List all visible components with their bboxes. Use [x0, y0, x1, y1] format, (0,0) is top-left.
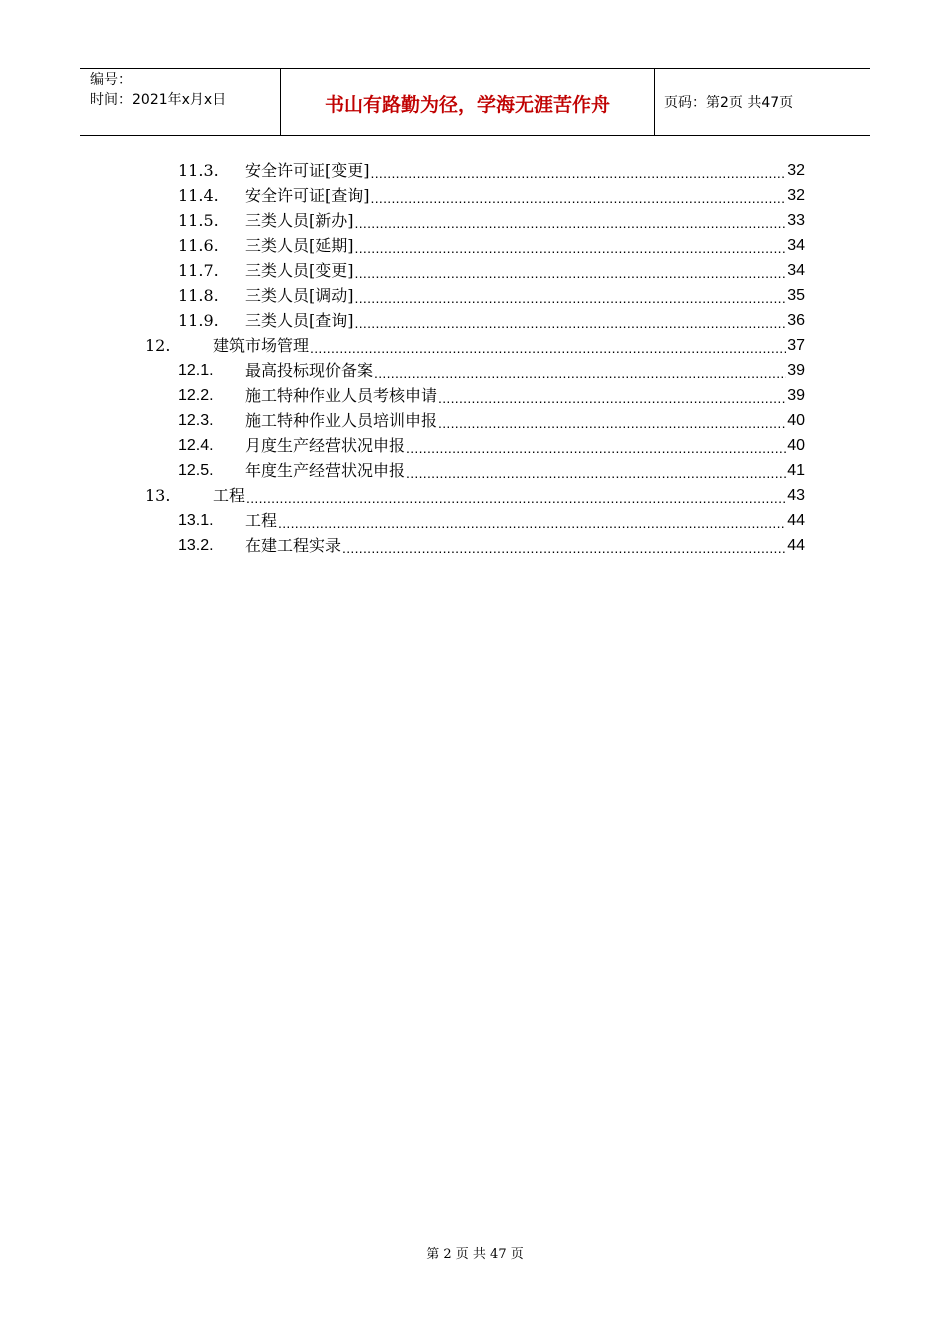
toc-entry-page: 40: [787, 436, 805, 454]
toc-dot-leader: [406, 461, 786, 481]
toc-entry[interactable]: [178, 233, 805, 258]
toc-entry[interactable]: [178, 383, 805, 408]
toc-entry-number: 11.7.: [178, 260, 219, 280]
toc-entry-number: 13.1.: [178, 511, 214, 529]
page-header: [80, 68, 870, 136]
toc-entry[interactable]: [178, 283, 805, 308]
toc-dot-leader: [355, 286, 787, 306]
toc-entry-page: 43: [787, 486, 805, 504]
toc-entry-number: 11.9.: [178, 310, 219, 330]
toc-entry-title: 在建工程实录: [245, 535, 342, 555]
toc-entry-title: 安全许可证[查询]: [245, 185, 370, 205]
motto-text: 书山有路勤为径，学海无涯苦作舟: [324, 94, 610, 116]
toc-entry-title: 施工特种作业人员考核申请: [245, 385, 438, 405]
toc-dot-leader: [355, 261, 787, 281]
toc-dot-leader: [355, 236, 787, 256]
toc-entry-title: 三类人员[新办]: [245, 210, 354, 230]
toc-entry-page: 44: [787, 511, 805, 529]
page-info: 页码：第2页 共47页: [664, 95, 794, 111]
toc-entry[interactable]: [145, 483, 805, 508]
toc-entry[interactable]: [145, 333, 805, 358]
toc-entry-page: 34: [787, 261, 805, 279]
toc-entry-page: 35: [787, 286, 805, 304]
toc-entry-page: 39: [787, 386, 805, 404]
toc-entry[interactable]: [178, 158, 805, 183]
toc-entry[interactable]: [178, 408, 805, 433]
toc-entry-title: 工程: [213, 485, 246, 505]
toc-entry-number: 13.: [145, 485, 171, 505]
toc-entry-number: 12.4.: [178, 436, 214, 454]
header-motto-cell: [281, 69, 655, 135]
serial-number-label: 编号：: [90, 72, 132, 88]
toc-entry-number: 12.2.: [178, 386, 214, 404]
toc-entry-page: 39: [787, 361, 805, 379]
toc-entry-number: 12.3.: [178, 411, 214, 429]
toc-entry[interactable]: [178, 458, 805, 483]
toc-entry-title: 三类人员[调动]: [245, 285, 354, 305]
toc-entry-title: 建筑市场管理: [213, 335, 310, 355]
toc-entry[interactable]: [178, 358, 805, 383]
toc-entry[interactable]: [178, 258, 805, 283]
header-page-cell: [655, 69, 870, 135]
toc-dot-leader: [355, 211, 787, 231]
toc-dot-leader: [374, 361, 786, 381]
toc-entry-page: 36: [787, 311, 805, 329]
toc-entry[interactable]: [178, 308, 805, 333]
toc-dot-leader: [246, 486, 786, 506]
toc-entry-title: 三类人员[变更]: [245, 260, 354, 280]
toc-entry-number: 11.6.: [178, 235, 219, 255]
toc-entry-page: 32: [787, 161, 805, 179]
header-meta-cell: [80, 69, 281, 135]
toc-dot-leader: [310, 336, 786, 356]
toc-entry-number: 11.3.: [178, 160, 219, 180]
toc-entry-number: 12.: [145, 335, 171, 355]
toc-dot-leader: [371, 161, 787, 181]
toc-entry-title: 最高投标现价备案: [245, 360, 374, 380]
toc-entry-number: 11.8.: [178, 285, 219, 305]
toc-entry-page: 44: [787, 536, 805, 554]
toc-dot-leader: [406, 436, 786, 456]
date-label: 时间：2021年x月x日: [90, 92, 227, 108]
toc-entry-title: 安全许可证[变更]: [245, 160, 370, 180]
toc-entry-number: 12.5.: [178, 461, 214, 479]
toc-entry[interactable]: [178, 208, 805, 233]
toc-dot-leader: [438, 411, 786, 431]
toc-dot-leader: [371, 186, 787, 206]
toc-entry-number: 11.5.: [178, 210, 219, 230]
toc-entry[interactable]: [178, 183, 805, 208]
toc-entry[interactable]: [178, 533, 805, 558]
toc-entry-number: 11.4.: [178, 185, 219, 205]
toc-entry[interactable]: [178, 433, 805, 458]
toc-entry[interactable]: [178, 508, 805, 533]
toc-entry-page: 33: [787, 211, 805, 229]
toc-dot-leader: [355, 311, 787, 331]
toc-entry-page: 40: [787, 411, 805, 429]
toc-entry-page: 37: [787, 336, 805, 354]
toc-entry-title: 月度生产经营状况申报: [245, 435, 406, 455]
page-footer: 第 2 页 共 47 页: [426, 1247, 524, 1262]
toc-entry-page: 34: [787, 236, 805, 254]
toc-entry-title: 工程: [245, 510, 278, 530]
toc-entry-page: 41: [787, 461, 805, 479]
toc-entry-number: 12.1.: [178, 361, 214, 379]
toc-entry-number: 13.2.: [178, 536, 214, 554]
toc-dot-leader: [342, 536, 786, 556]
toc-dot-leader: [278, 511, 786, 531]
toc-entry-title: 三类人员[延期]: [245, 235, 354, 255]
toc-entry-title: 三类人员[查询]: [245, 310, 354, 330]
toc-entry-title: 年度生产经营状况申报: [245, 460, 406, 480]
toc-entry-title: 施工特种作业人员培训申报: [245, 410, 438, 430]
toc-dot-leader: [438, 386, 786, 406]
toc-entry-page: 32: [787, 186, 805, 204]
